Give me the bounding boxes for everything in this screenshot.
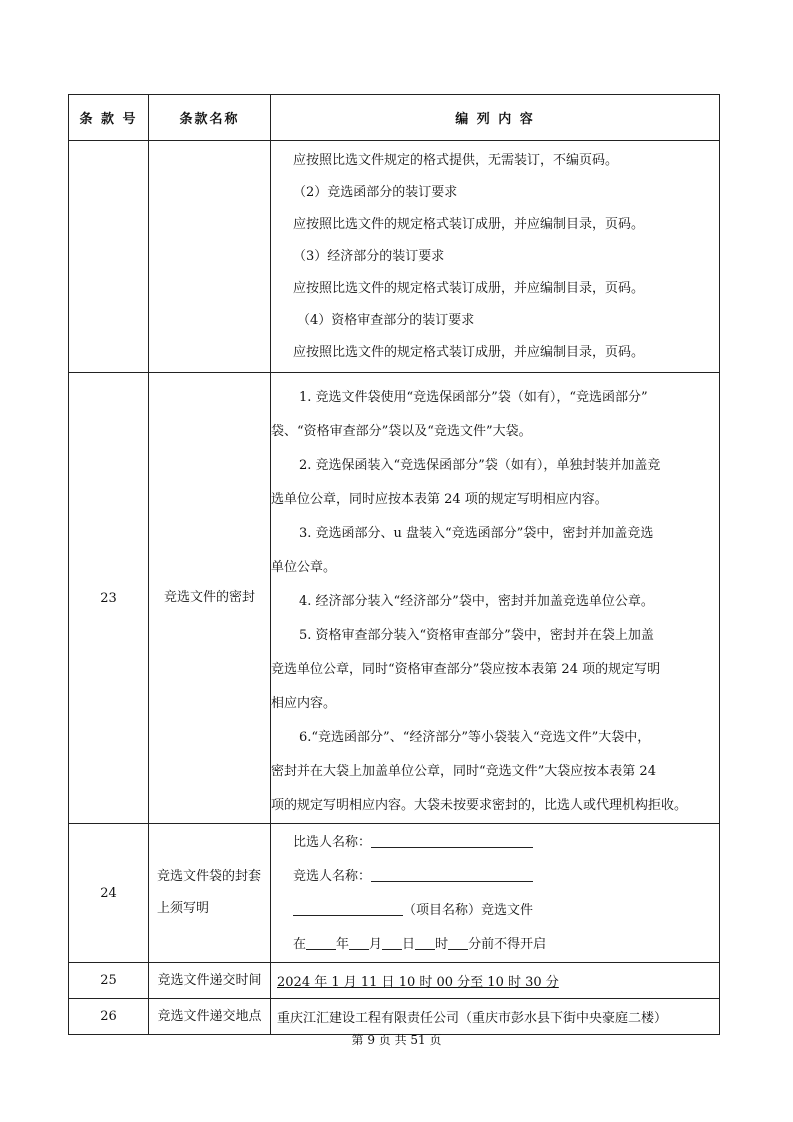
blank-line [382,931,402,950]
text-fragment: 在 [293,937,307,952]
text-fragment: 年 [336,937,350,952]
table-row-23 [69,373,720,824]
content-line [271,894,719,928]
clause-content [271,963,720,999]
table-row-26 [69,999,720,1035]
blank-line [306,931,336,950]
content-line: 2. 竞选保函装入“竞选保函部分”袋（如有），单独封装并加盖竞 [299,458,661,473]
content-line: 选单位公章，同时应按本表第 24 项的规定写明相应内容。 [271,492,608,507]
clause-name-line: 竞选文件袋的封套 [157,869,262,884]
header-clause-name: 条款名称 [149,95,271,141]
clause-content [271,999,720,1035]
clause-table [68,94,720,1035]
content-line: 袋、“资格审查部分”袋以及“竞选文件”大袋。 [271,424,532,439]
content-line: 项的规定写明相应内容。大袋未按要求密封的，比选人或代理机构拒收。 [271,798,688,813]
content-line [271,928,719,962]
blank-line [349,931,369,950]
project-name-label: （项目名称）竞选文件 [403,903,534,918]
content-line: （2）竞选函部分的装订要求 [293,185,458,200]
clause-number: 26 [69,999,149,1035]
header-content: 编 列 内 容 [271,95,720,141]
header-row [69,95,720,141]
table-row-24 [69,824,720,963]
submission-location: 重庆江汇建设工程有限责任公司（重庆市彭水县下街中央豪庭二楼） [277,1011,668,1026]
blank-line [293,897,403,916]
content-line: 应按照比选文件的规定格式装订成册，并应编制目录，页码。 [293,217,645,232]
clause-name: 竞选文件递交地点 [149,999,271,1035]
page-footer: 第 9 页 共 51 页 [351,1033,442,1047]
clause-name [149,824,271,963]
content-line [271,826,719,860]
text-fragment: 时 [435,937,449,952]
content-line: 密封并在大袋上加盖单位公章，同时“竞选文件”大袋应按本表第 24 [271,764,656,779]
clause-number: 23 [69,373,149,824]
cell-num-empty [69,141,149,373]
blank-line [415,931,435,950]
content-line: 3. 竞选函部分、u 盘装入“竞选函部分”袋中，密封并加盖竞选 [299,526,654,541]
bidder-label: 比选人名称： [293,835,372,850]
clause-number: 25 [69,963,149,999]
content-line: 6.“竞选函部分”、“经济部分”等小袋装入“竞选文件”大袋中， [299,730,651,745]
clause-name-line: 上须写明 [157,901,210,916]
content-line: 单位公章。 [271,560,337,575]
content-line: 4. 经济部分装入“经济部分”袋中，密封并加盖竞选单位公章。 [299,594,654,609]
table-row-continued [69,141,720,373]
content-line: （3）经济部分的装订要求 [293,249,445,264]
text-fragment: 日 [402,937,416,952]
text-fragment: 分前不得开启 [468,937,547,952]
cell-content-binding [271,141,720,373]
content-line: 应按照比选文件的规定格式装订成册，并应编制目录，页码。 [293,345,645,360]
cell-name-empty [149,141,271,373]
content-line: 应按照比选文件的规定格式装订成册，并应编制目录，页码。 [293,281,645,296]
competitor-label: 竞选人名称： [293,869,372,884]
clause-name: 竞选文件递交时间 [149,963,271,999]
blank-line [448,931,468,950]
content-line [271,860,719,894]
content-line: 1. 竞选文件袋使用“竞选保函部分”袋（如有），“竞选函部分” [299,390,648,405]
submission-time: 2024 年 1 月 11 日 10 时 00 分至 10 时 30 分 [277,975,559,990]
blank-line [371,863,533,882]
content-line: 应按照比选文件规定的格式提供，无需装订，不编页码。 [293,153,619,168]
clause-content [271,824,720,963]
content-line: 5. 资格审查部分装入“资格审查部分”袋中，密封并在袋上加盖 [299,628,654,643]
clause-number: 24 [69,824,149,963]
clause-content [271,373,720,824]
blank-line [371,829,533,848]
table-row-25 [69,963,720,999]
clause-name: 竞选文件的密封 [149,373,271,824]
content-line: 竞选单位公章，同时“资格审查部分”袋应按本表第 24 项的规定写明 [271,662,661,677]
content-line: 相应内容。 [271,696,337,711]
header-clause-no: 条 款 号 [69,95,149,141]
text-fragment: 月 [369,937,383,952]
content-line: （4）资格审查部分的装订要求 [297,313,475,328]
